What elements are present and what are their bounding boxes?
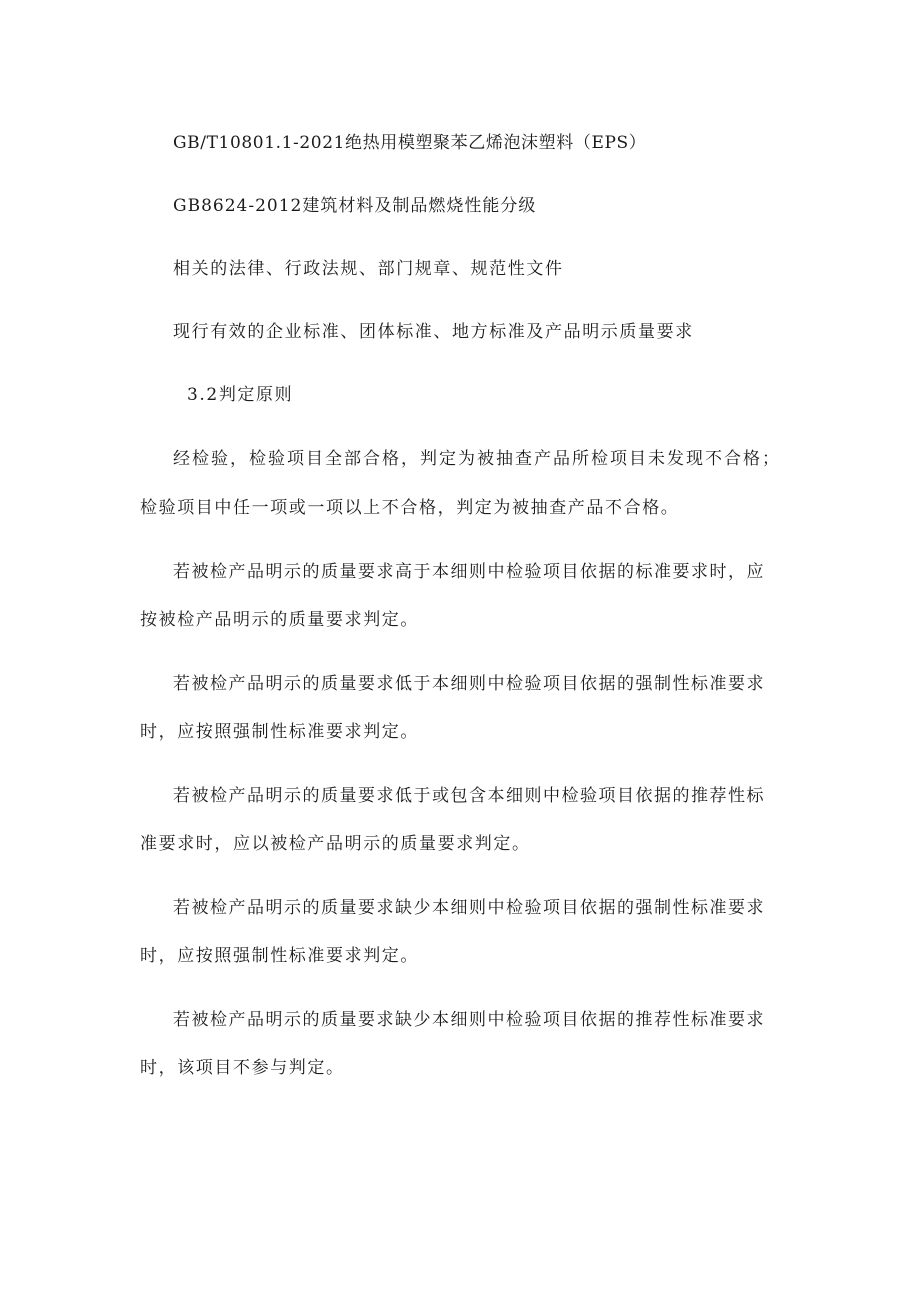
reference-item: GB/T10801.1-2021绝热用模塑聚苯乙烯泡沫塑料（EPS） — [173, 133, 647, 153]
paragraph-line: 若被检产品明示的质量要求高于本细则中检验项目依据的标准要求时，应 — [173, 562, 765, 582]
paragraph-line: 时，应按照强制性标准要求判定。 — [140, 722, 419, 742]
section-heading: 3.2判定原则 — [187, 385, 294, 405]
paragraph-line: 时，应按照强制性标准要求判定。 — [140, 946, 419, 966]
paragraph-line: 检验项目中任一项或一项以上不合格，判定为被抽查产品不合格。 — [140, 498, 680, 518]
paragraph-line: 按被检产品明示的质量要求判定。 — [140, 610, 419, 630]
paragraph-line: 若被检产品明示的质量要求缺少本细则中检验项目依据的推荐性标准要求 — [173, 1010, 765, 1030]
reference-item: GB8624-2012建筑材料及制品燃烧性能分级 — [173, 196, 537, 216]
paragraph-line: 若被检产品明示的质量要求低于本细则中检验项目依据的强制性标准要求 — [173, 674, 765, 694]
paragraph-line: 时，该项目不参与判定。 — [140, 1058, 345, 1078]
reference-item: 相关的法律、行政法规、部门规章、规范性文件 — [173, 259, 564, 279]
paragraph-line: 经检验，检验项目全部合格，判定为被抽查产品所检项目未发现不合格； — [173, 449, 781, 469]
paragraph-line: 准要求时，应以被检产品明示的质量要求判定。 — [140, 834, 531, 854]
reference-item: 现行有效的企业标准、团体标准、地方标准及产品明示质量要求 — [173, 322, 694, 342]
paragraph-line: 若被检产品明示的质量要求低于或包含本细则中检验项目依据的推荐性标 — [173, 786, 765, 806]
paragraph-line: 若被检产品明示的质量要求缺少本细则中检验项目依据的强制性标准要求 — [173, 898, 765, 918]
